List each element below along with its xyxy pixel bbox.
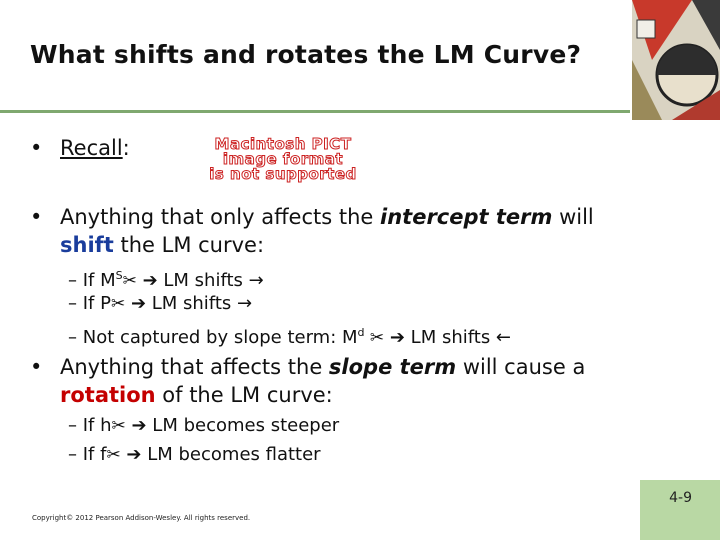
sub-item-money-supply: – If $M^S✂$ ➔ LM shifts →	[68, 269, 264, 291]
bullet-continuation: rotation of the LM curve:	[60, 383, 333, 407]
bullet-continuation: shift the LM curve:	[60, 233, 265, 257]
bullet-dot: •	[30, 136, 43, 160]
copyright-footer: Copyright© 2012 Pearson Addison-Wesley. All rights reserved.	[32, 514, 251, 522]
dash: –	[68, 293, 83, 314]
rotation-keyword: rotation	[60, 383, 156, 407]
sub-item-money-demand: – Not captured by slope term: $M^d$ ✂ ➔ LM shifts ←	[68, 326, 512, 348]
dash: –	[68, 415, 83, 436]
bullet-dot: •	[30, 205, 43, 229]
scissors-symbol-icon: ✂	[122, 271, 137, 291]
intercept-term-emphasis: intercept term	[380, 205, 553, 229]
scissors-symbol-icon: ✂	[364, 328, 385, 348]
bullet-slope: • Anything that affects the slope term will cause a rotation of the LM curve:	[30, 355, 586, 407]
slope-term-emphasis: slope term	[328, 355, 457, 379]
bullet-dot: •	[30, 355, 43, 379]
page-number-box	[640, 480, 720, 540]
sub-item-h: – If h✂ ➔ LM becomes steeper	[68, 415, 340, 436]
shift-keyword: shift	[60, 233, 114, 257]
sub-item-price-level: – If P✂ ➔ LM shifts →	[68, 293, 253, 314]
recall-label: Recall	[60, 136, 123, 160]
page-number: 4-9	[669, 490, 692, 506]
scissors-symbol-icon: ✂	[106, 445, 121, 465]
scissors-symbol-icon: ✂	[111, 416, 126, 436]
bullet-recall: • Recall:	[30, 136, 130, 160]
dash: –	[68, 444, 83, 465]
scissors-symbol-icon: ✂	[110, 294, 126, 314]
slide-title: What shifts and rotates the LM Curve?	[30, 40, 582, 69]
dash: –	[68, 327, 83, 348]
sub-item-f: – If f✂ ➔ LM becomes flatter	[68, 444, 321, 465]
bullet-intercept: • Anything that only affects the intercept term will shift the LM curve:	[30, 205, 594, 257]
unsupported-image-placeholder: Macintosh PICT image format is not supported	[209, 135, 357, 183]
dash: –	[68, 270, 83, 291]
